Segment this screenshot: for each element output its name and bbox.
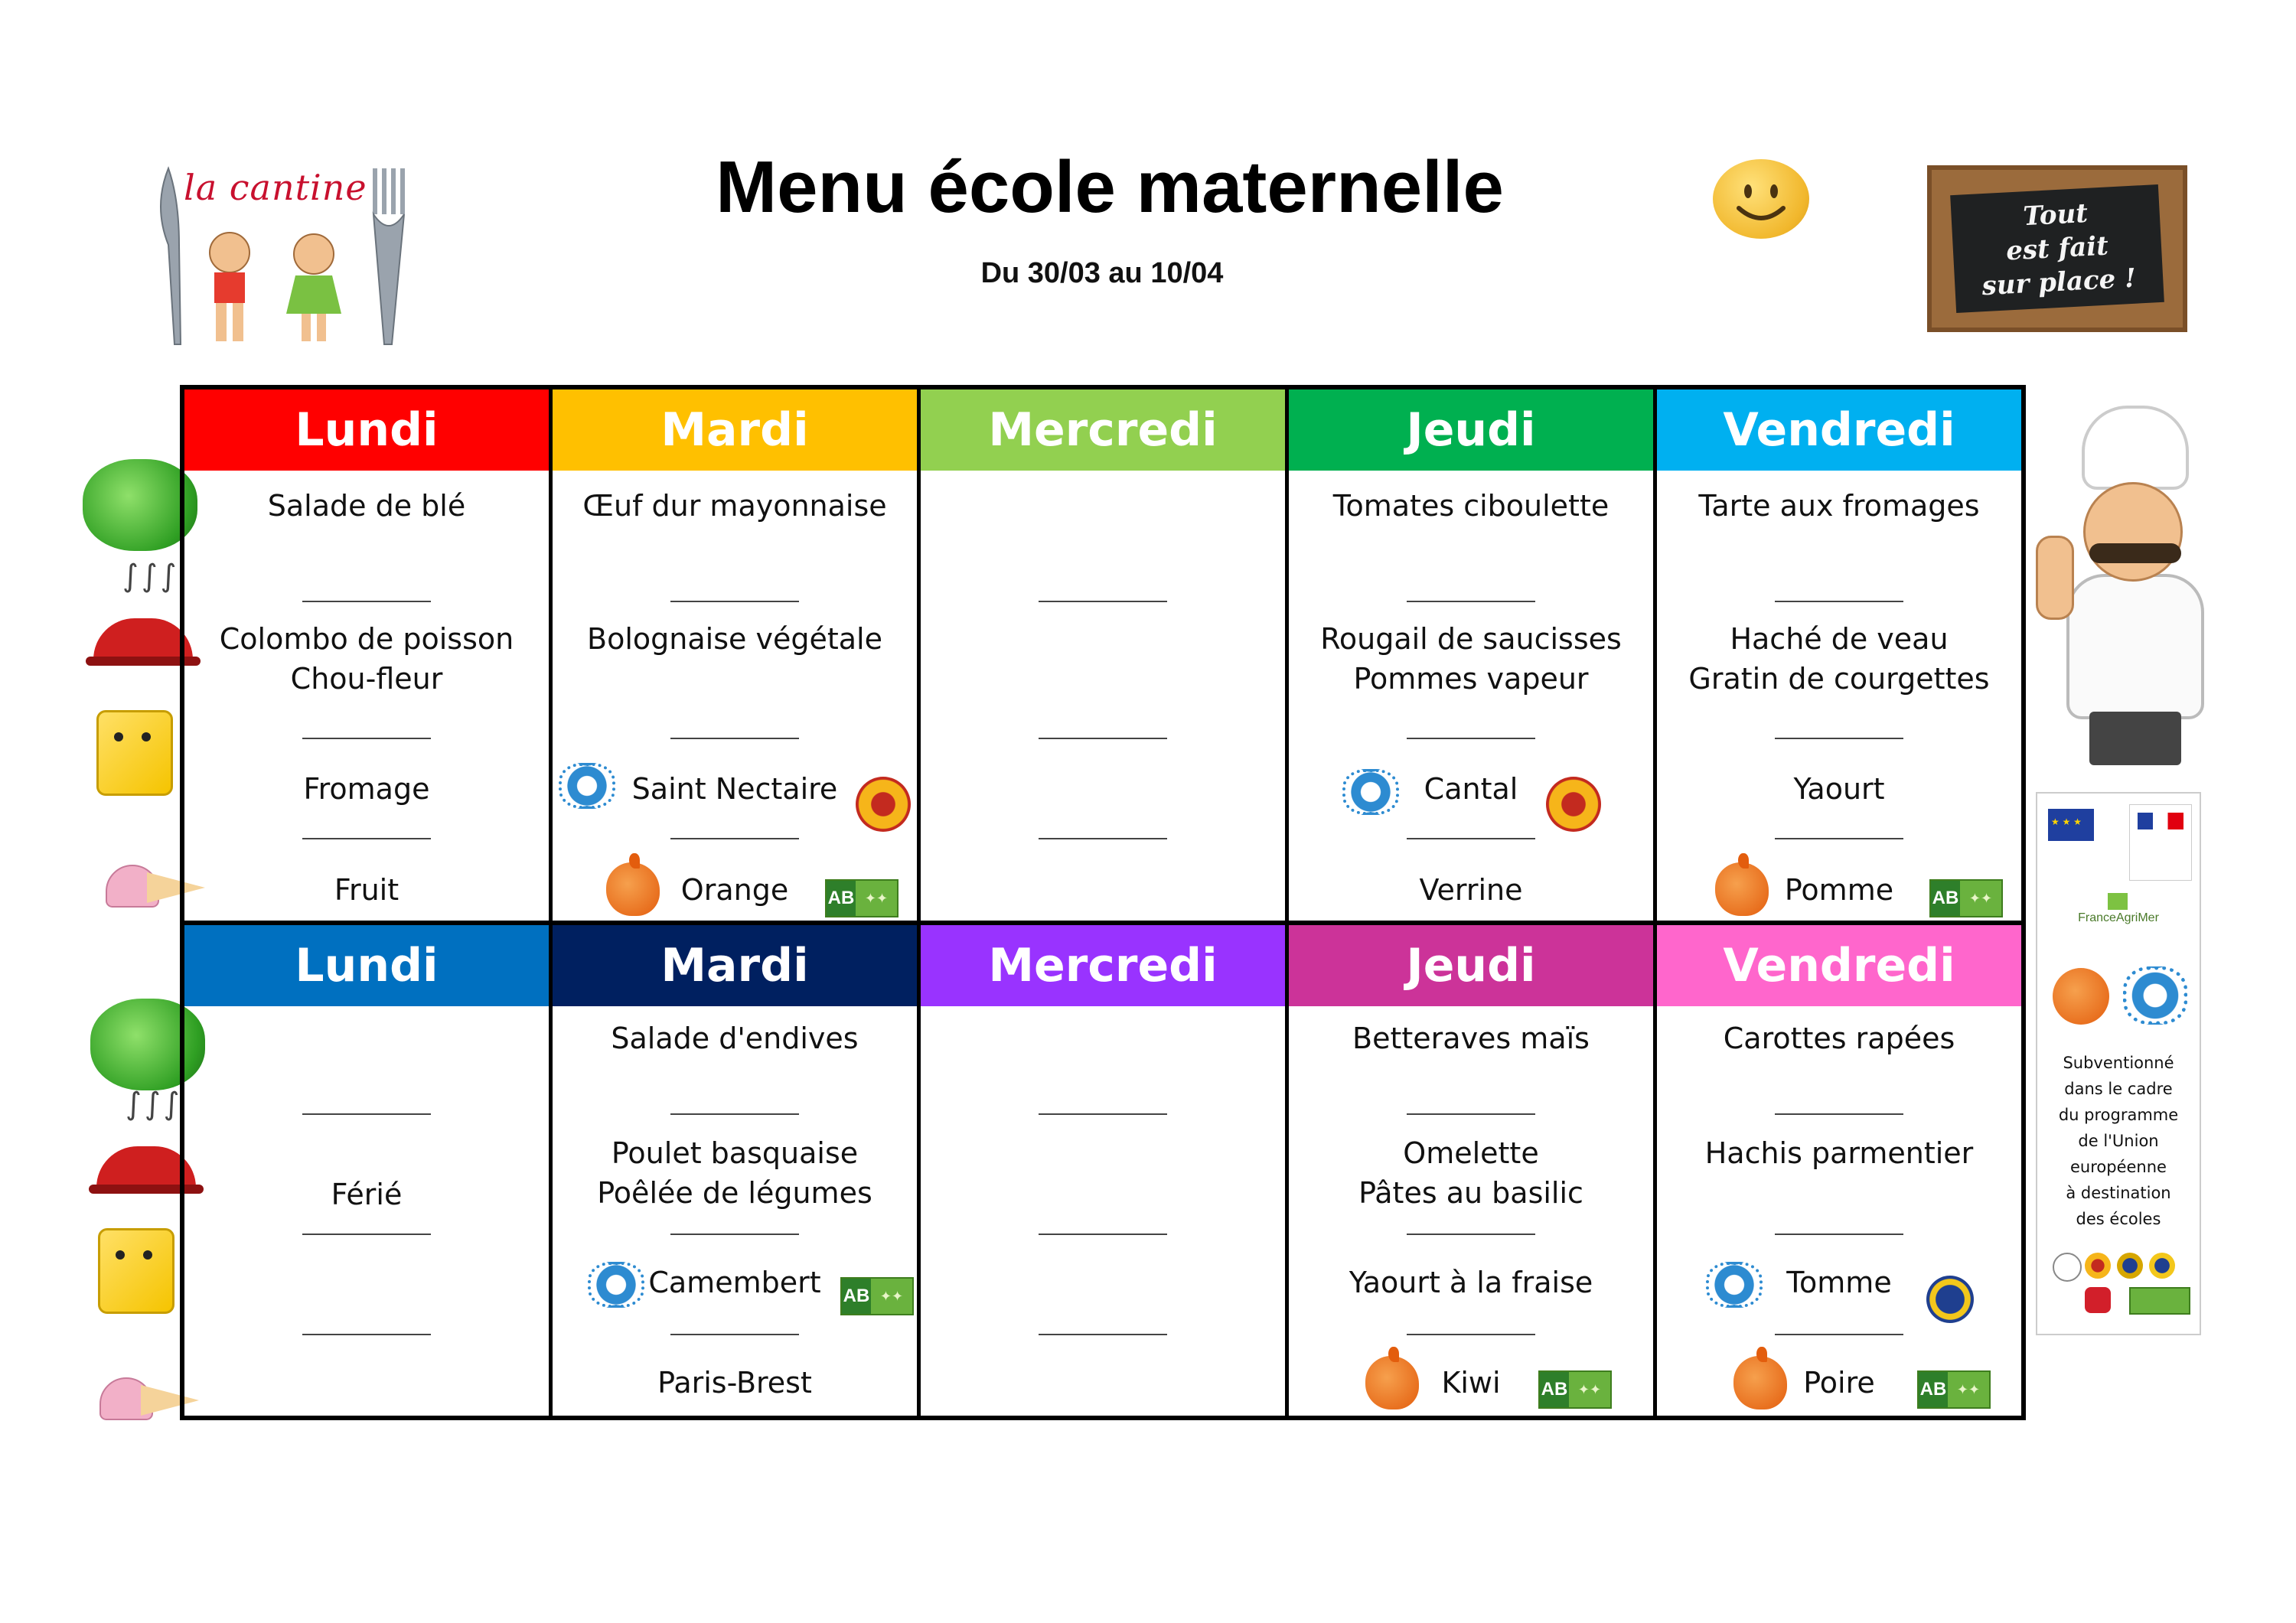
- day-header: Mardi: [553, 389, 917, 471]
- main-course: Rougail de saucisses Pommes vapeur: [1320, 622, 1622, 696]
- divider: [302, 838, 431, 839]
- cloche-icon: ∫∫∫: [89, 1125, 204, 1194]
- main-course: Hachis parmentier: [1704, 1136, 1974, 1170]
- divider: [1775, 1234, 1903, 1235]
- ab-bio-label-icon: AB ✦✦: [1929, 879, 2003, 917]
- divider: [1039, 1334, 1167, 1335]
- dessert: Paris-Brest: [657, 1366, 812, 1400]
- day-column-mardi: [553, 389, 921, 921]
- divider: [1407, 738, 1535, 739]
- day-column-lundi: [184, 925, 553, 1416]
- divider: [1407, 601, 1535, 602]
- divider: [1039, 1113, 1167, 1115]
- dessert: Verrine: [1419, 873, 1523, 907]
- menu-week-2: [180, 921, 2026, 1420]
- day-column-jeudi: [1289, 389, 1657, 921]
- cheese: Camembert: [648, 1266, 821, 1299]
- day-header: Mardi: [553, 925, 917, 1006]
- igp-label-icon: [2149, 1253, 2175, 1279]
- day-header: Jeudi: [1289, 389, 1653, 471]
- eu-flag-icon: [2048, 809, 2094, 841]
- menu-week-1: [180, 385, 2026, 925]
- starter: Tomates ciboulette: [1332, 489, 1609, 523]
- main-course: Haché de veau Gratin de courgettes: [1688, 622, 1990, 696]
- divider: [1039, 1234, 1167, 1235]
- cheese-icon: [98, 1228, 174, 1314]
- main-course: Férié: [331, 1178, 403, 1211]
- label-rouge-icon: [2085, 1287, 2111, 1313]
- igp-label-icon: [1926, 1276, 1974, 1323]
- divider: [1775, 1113, 1903, 1115]
- day-header: Mercredi: [921, 925, 1285, 1006]
- starter: Salade d'endives: [611, 1022, 859, 1055]
- cheese-icon: [96, 710, 173, 796]
- eu-programme-panel: [2036, 792, 2201, 1335]
- divider: [1039, 601, 1167, 602]
- ab-bio-label-icon: AB ✦✦: [1917, 1370, 1991, 1409]
- day-column-vendredi: [1657, 925, 2021, 1416]
- starter: Tarte aux fromages: [1698, 489, 1980, 523]
- aoc-label-icon: [2053, 1253, 2082, 1282]
- ab-bio-label-icon: AB ✦✦: [825, 879, 899, 917]
- ab-bio-label-icon: AB ✦✦: [840, 1277, 914, 1315]
- cloche-icon: ∫∫∫: [86, 597, 201, 666]
- main-course: Omelette Pâtes au basilic: [1358, 1136, 1583, 1210]
- dessert: Kiwi: [1441, 1366, 1501, 1400]
- day-header: Mercredi: [921, 389, 1285, 471]
- divider: [302, 1113, 431, 1115]
- franceagrimer-icon: [2108, 893, 2128, 910]
- aop-label-icon: [2085, 1253, 2111, 1279]
- cheese: Tomme: [1786, 1266, 1892, 1299]
- day-column-vendredi: [1657, 389, 2021, 921]
- divider: [1775, 601, 1903, 602]
- starter: Betteraves maïs: [1352, 1022, 1590, 1055]
- day-header: Lundi: [184, 389, 549, 471]
- divider: [670, 601, 799, 602]
- divider: [302, 738, 431, 739]
- main-course: Poulet basquaise Poêlée de légumes: [597, 1136, 872, 1210]
- lait-produits-laitiers-ecole-icon: [2123, 966, 2187, 1025]
- starter: Salade de blé: [267, 489, 466, 523]
- divider: [1039, 838, 1167, 839]
- divider: [1775, 738, 1903, 739]
- divider: [1407, 1334, 1535, 1335]
- franceagrimer-label: FranceAgriMer: [2078, 911, 2159, 924]
- starter: Carottes rapées: [1723, 1022, 1955, 1055]
- day-column-jeudi: [1289, 925, 1657, 1416]
- cheese: Cantal: [1424, 772, 1518, 806]
- day-column-mercredi: [921, 925, 1289, 1416]
- divider: [302, 1334, 431, 1335]
- day-column-lundi: [184, 389, 553, 921]
- cheese: Yaourt: [1793, 772, 1885, 806]
- divider: [670, 1334, 799, 1335]
- divider: [670, 738, 799, 739]
- dessert: Poire: [1803, 1366, 1875, 1400]
- cheese: Yaourt à la fraise: [1349, 1266, 1593, 1299]
- smiley-icon: [1713, 159, 1809, 239]
- starter: Œuf dur mayonnaise: [582, 489, 887, 523]
- fruits-legumes-ecole-icon: [2053, 968, 2109, 1025]
- divider: [670, 1113, 799, 1115]
- stg-label-icon: [2117, 1253, 2143, 1279]
- chalkboard-text: Tout est fait sur place !: [1981, 197, 2137, 302]
- day-header: Jeudi: [1289, 925, 1653, 1006]
- divider: [1039, 738, 1167, 739]
- ab-bio-label-icon: AB ✦✦: [1538, 1370, 1612, 1409]
- dessert: Orange: [680, 873, 789, 907]
- divider: [670, 1234, 799, 1235]
- chalkboard: [1927, 165, 2187, 332]
- divider: [670, 838, 799, 839]
- divider: [302, 1234, 431, 1235]
- cheese: Fromage: [303, 772, 430, 806]
- dessert: Fruit: [334, 873, 400, 907]
- aop-label-icon: [856, 777, 911, 832]
- day-column-mercredi: [921, 389, 1289, 921]
- aop-label-icon: [1546, 777, 1601, 832]
- page-title: Menu école maternelle: [716, 146, 1504, 228]
- chef-illustration: [2020, 406, 2235, 773]
- day-header: Vendredi: [1657, 389, 2021, 471]
- main-course: Colombo de poisson Chou-fleur: [219, 622, 514, 696]
- dessert: Pomme: [1784, 873, 1894, 907]
- ab-bio-label-icon: [2129, 1287, 2190, 1315]
- ministere-agriculture-logo: [2129, 804, 2192, 881]
- day-column-mardi: [553, 925, 921, 1416]
- divider: [1407, 838, 1535, 839]
- divider: [302, 601, 431, 602]
- divider: [1775, 1334, 1903, 1335]
- date-range: Du 30/03 au 10/04: [980, 257, 1224, 289]
- divider: [1407, 1234, 1535, 1235]
- day-header: Lundi: [184, 925, 549, 1006]
- divider: [1407, 1113, 1535, 1115]
- day-header: Vendredi: [1657, 925, 2021, 1006]
- cheese: Saint Nectaire: [631, 772, 838, 806]
- main-course: Bolognaise végétale: [587, 622, 882, 656]
- subvention-text: Subventionné dans le cadre du programme de l'Union européenne à destination des écoles: [2058, 1054, 2179, 1228]
- divider: [1775, 838, 1903, 839]
- logo-text: la cantine: [184, 167, 367, 208]
